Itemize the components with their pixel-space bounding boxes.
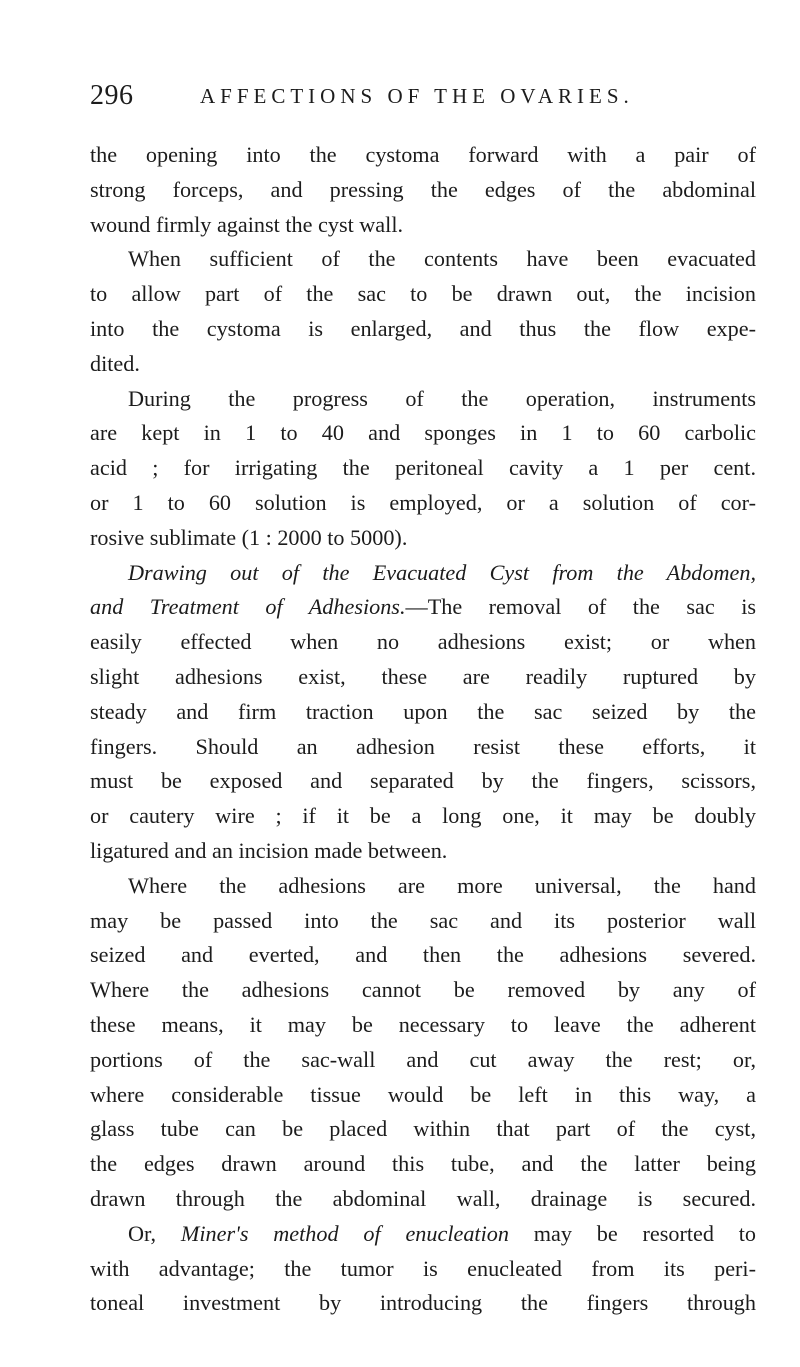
text-line: portions of the sac-wall and cut away the rest; or, — [90, 1046, 756, 1072]
page-number: 296 — [90, 80, 134, 111]
text-line: may be passed into the sac and its posterior wall — [90, 907, 756, 933]
text-line: these means, it may be necessary to leave the adherent — [90, 1011, 756, 1037]
text-line: fingers. Should an adhesion resist these efforts, it — [90, 733, 756, 759]
text-line: ligatured and an incision made between. — [90, 837, 448, 863]
text-line: rosive sublimate (1 : 2000 to 5000). — [90, 524, 408, 550]
running-head: AFFECTIONS OF THE OVARIES. — [200, 84, 634, 108]
text-line: steady and firm traction upon the sac seized by the — [90, 698, 756, 724]
text-line: slight adhesions exist, these are readily ruptured by — [90, 663, 756, 689]
text-line: the opening into the cystoma forward with a pair of — [90, 142, 756, 167]
text-line: into the cystoma is enlarged, and thus the flow expe- — [90, 315, 756, 341]
text-line: seized and everted, and then the adhesions severed. — [90, 942, 756, 968]
text-line: the edges drawn around this tube, and the latter being — [90, 1151, 756, 1177]
text-line: wound firmly against the cyst wall. — [90, 211, 404, 237]
text-line: When sufficient of the contents have been evacuated — [128, 246, 756, 272]
body-text — [90, 138, 756, 1321]
text-line: Where the adhesions are more universal, the hand — [128, 872, 756, 898]
text-line: where considerable tissue would be left in this way, a — [90, 1081, 756, 1107]
section-heading-line: and Treatment of Adhesions.—The removal of the sac is — [90, 594, 756, 620]
text-line: drawn through the abdominal wall, drainage is secured. — [90, 1185, 756, 1211]
text-line: with advantage; the tumor is enucleated from its peri- — [90, 1255, 756, 1281]
text-line: to allow part of the sac to be drawn out, the incision — [90, 281, 756, 307]
text-line: During the progress of the operation, instruments — [128, 385, 756, 411]
text-line: easily effected when no adhesions exist; or when — [90, 629, 756, 655]
page-header — [90, 76, 750, 116]
text-line: Where the adhesions cannot be removed by any of — [90, 977, 756, 1003]
text-line: Or, Miner's method of enucleation may be resorted to — [128, 1220, 756, 1246]
text-line: toneal investment by introducing the fingers through — [90, 1290, 756, 1316]
text-line: dited. — [90, 350, 140, 376]
text-line: must be exposed and separated by the fingers, scissors, — [90, 768, 756, 794]
text-line: strong forceps, and pressing the edges of the abdominal — [90, 176, 756, 202]
text-line: acid ; for irrigating the peritoneal cavity a 1 per cent. — [90, 455, 756, 481]
text-line: or cautery wire ; if it be a long one, it may be doubly — [90, 803, 756, 829]
text-line: glass tube can be placed within that part of the cyst, — [90, 1116, 756, 1142]
text-line: are kept in 1 to 40 and sponges in 1 to 60 carbolic — [90, 420, 756, 446]
section-heading-line: Drawing out of the Evacuated Cyst from the Abdomen, — [128, 559, 756, 585]
text-line: or 1 to 60 solution is employed, or a solution of cor- — [90, 489, 756, 515]
